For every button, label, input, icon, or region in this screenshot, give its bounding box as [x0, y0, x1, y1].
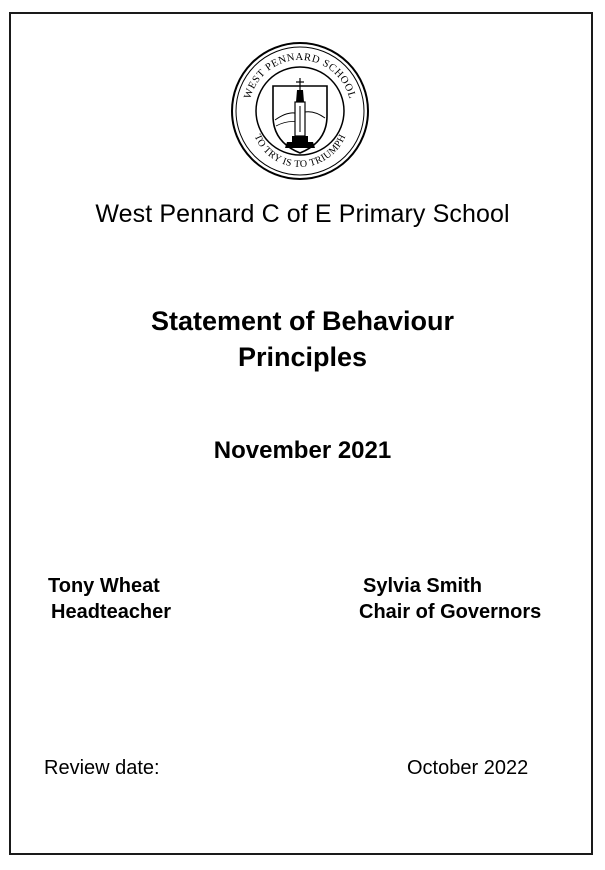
signatory-chair — [359, 573, 541, 625]
review-date-label: Review date: — [44, 757, 160, 779]
svg-text:TO TRY IS TO TRIUMPH: TO TRY IS TO TRIUMPH — [251, 132, 349, 171]
document-date: November 2021 — [213, 437, 392, 464]
signatory-name: Sylvia Smith — [363, 575, 482, 597]
school-name: West Pennard C of E Primary School — [95, 200, 510, 228]
school-crest-logo — [229, 40, 371, 182]
signatory-role: Headteacher — [51, 601, 172, 623]
document-title — [0, 303, 605, 375]
signatory-name: Tony Wheat — [48, 575, 160, 597]
signatory-headteacher — [48, 573, 171, 625]
document-title-line-1: Statement of Behaviour — [150, 306, 455, 336]
document-title-line-2: Principles — [237, 342, 368, 372]
review-date-value: October 2022 — [407, 757, 529, 779]
signatory-role: Chair of Governors — [359, 601, 542, 623]
svg-text:WEST PENNARD SCHOOL: WEST PENNARD SCHOOL — [242, 51, 358, 101]
